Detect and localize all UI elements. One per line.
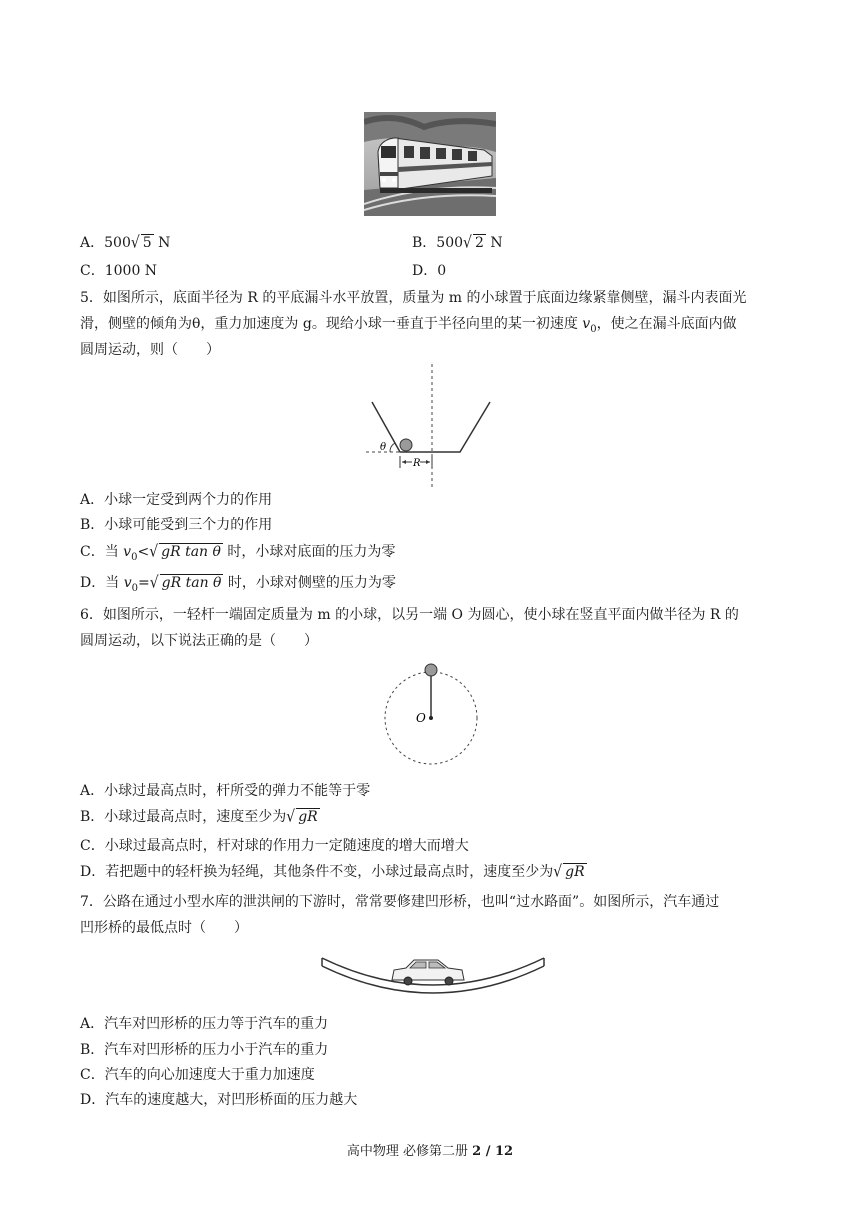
q7-option-a: A．汽车对凹形桥的压力等于汽车的重力 [80,1016,329,1032]
q6-option-b: B．小球过最高点时，速度至少为√ gR [80,807,318,827]
q5-stem-line3: 圆周运动，则（ ） [80,342,220,358]
funnel-diagram [362,364,500,488]
page-footer: 高中物理 必修第二册 2 / 12 [346,1144,514,1159]
q6-option-c: C．小球过最高点时，杆对球的作用力一定随速度的增大而增大 [80,838,469,854]
q7-option-c: C．汽车的向心加速度大于重力加速度 [80,1067,315,1083]
q6-option-a: A．小球过最高点时，杆所受的弹力不能等于零 [80,783,371,799]
q4-option-d: D．0 [412,263,447,279]
q7-option-d: D．汽车的速度越大，对凹形桥面的压力越大 [80,1092,358,1108]
q6-option-d: D．若把题中的轻杆换为轻绳，其他条件不变，小球过最高点时，速度至少为√ gR [80,862,585,882]
train-photo [364,112,496,216]
q4-option-a: A．500√ 5 N [80,233,171,253]
q5-option-c: C．当 $v_0<√$ gR tan θ 时，小球对底面的压力为零 [80,542,396,563]
q5-option-b: B．小球可能受到三个力的作用 [80,517,273,533]
q4-option-b: B．500√ 2 N [412,233,503,253]
q5-option-a: A．小球一定受到两个力的作用 [80,492,273,508]
q5-option-d: D．当 $v_0=√$ gR tan θ 时，小球对侧壁的压力为零 [80,573,396,594]
q4-option-c: C．1000 N [80,263,158,279]
q5-stem-line1: 5．如图所示，底面半径为 R 的平底漏斗水平放置，质量为 m 的小球置于底面边缘紧靠侧壁，漏斗内表面光 [80,290,747,306]
page-number: 2 / 12 [472,1144,514,1159]
circle-rod-diagram [374,656,488,774]
q6-stem-line1: 6．如图所示，一轻杆一端固定质量为 m 的小球，以另一端 O 为圆心，使小球在竖直平面内做半径为 R 的 [80,607,739,623]
q7-stem-line2: 凹形桥的最低点时（ ） [80,920,248,936]
q7-option-b: B．汽车对凹形桥的压力小于汽车的重力 [80,1042,329,1058]
center-label: O [416,711,426,725]
q7-stem-line1: 7．公路在通过小型水库的泄洪闸的下游时，常常要修建凹形桥，也叫“过水路面”。如图所示，汽车通过 [80,894,720,910]
theta-label: θ [380,442,387,453]
q6-stem-line2: 圆周运动，以下说法正确的是（ ） [80,633,318,649]
concave-bridge-diagram [314,944,552,1006]
q5-stem-line2: 滑，侧壁的倾角为θ，重力加速度为 g。现给小球一垂直于半径向里的某一初速度 $v_0$，使之在漏斗底面内做 [80,316,737,335]
radius-label: R [413,458,421,469]
